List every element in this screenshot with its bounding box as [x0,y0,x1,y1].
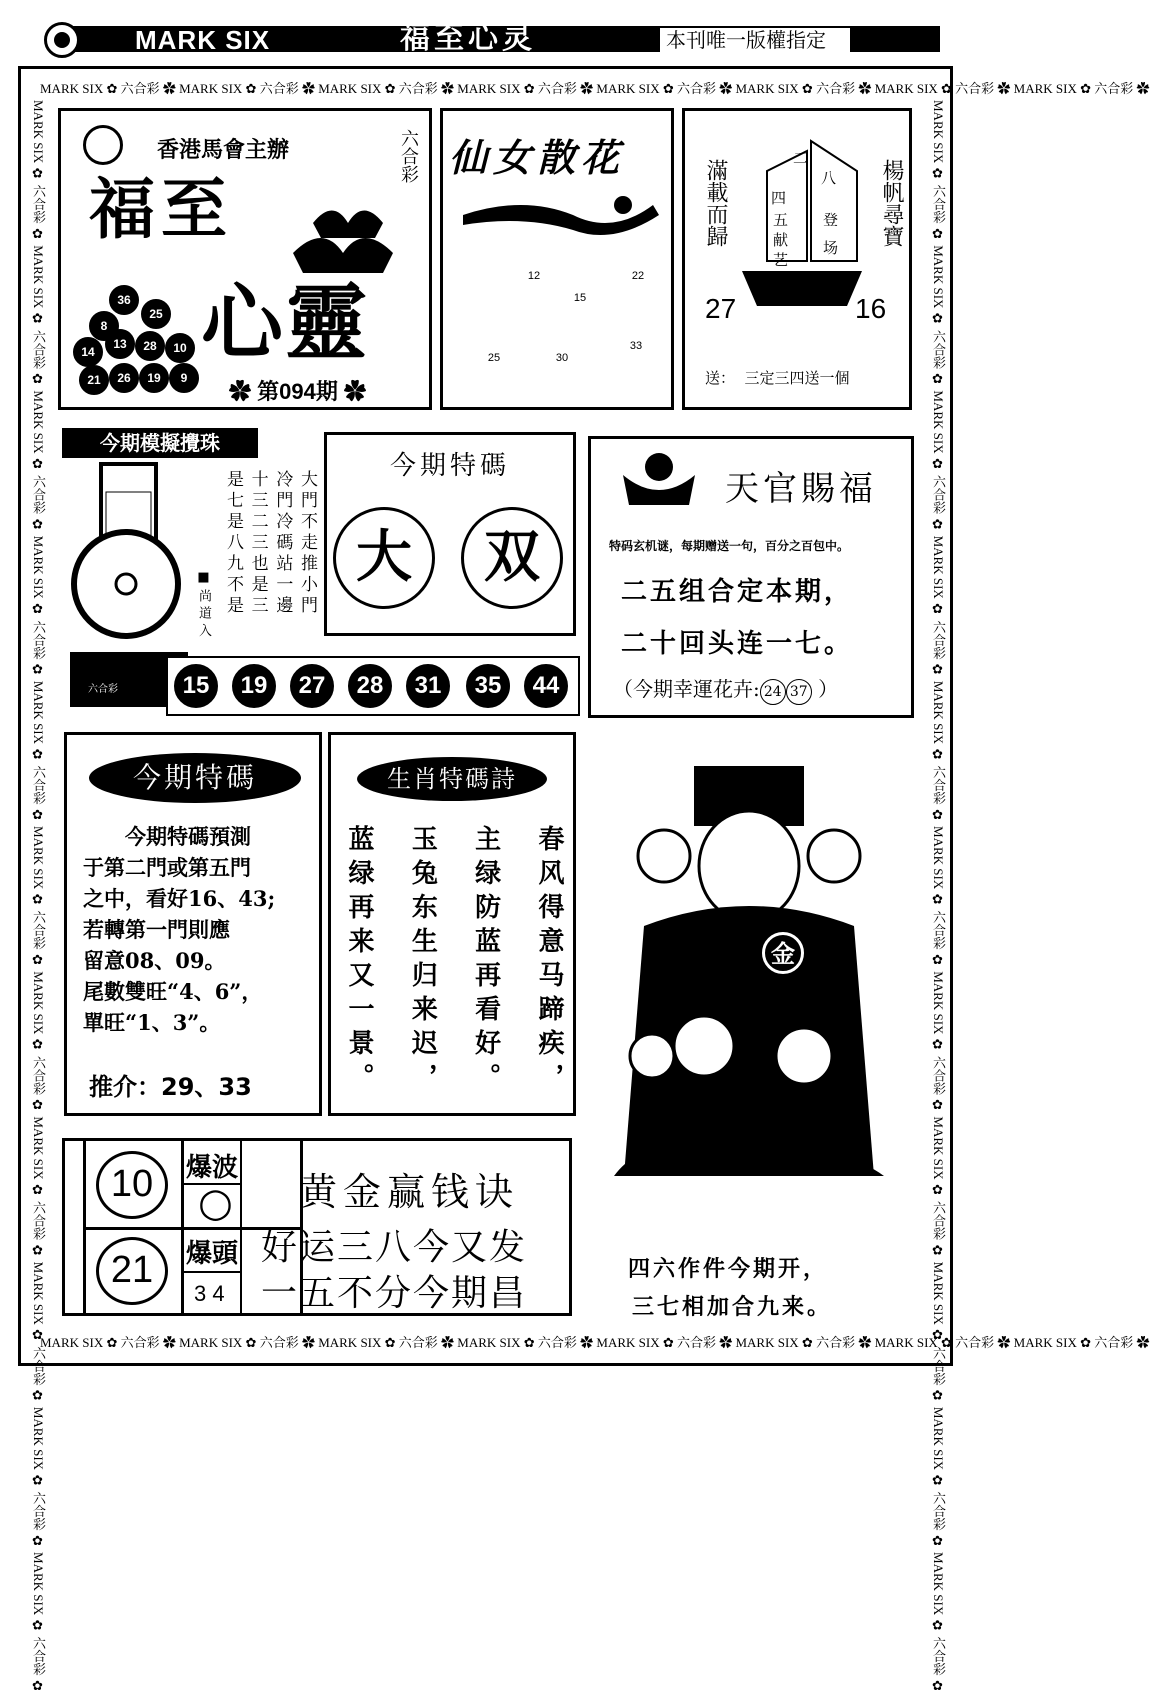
ship-right-phrase: 楊帆尋寶 [879,159,904,247]
poem-columns [343,825,565,1105]
draw-ball: 19 [232,664,276,708]
grid-line [184,1271,240,1273]
balls-row [166,656,580,716]
draw-ball: 31 [406,664,450,708]
predict-title: 今期特碼 [89,753,301,803]
predict-line: 之中，看好16、43; [83,886,276,911]
pile-ball: 8 [89,311,119,341]
predict-line: 于第二門或第五門 [83,855,251,880]
draw-ball: 28 [348,664,392,708]
ship-number-right: 16 [855,293,887,324]
gold-ingot-icon [283,183,413,283]
flower-number: 30 [547,343,577,373]
pile-ball: 10 [165,333,195,363]
lucky-b: 37 [786,679,812,705]
gold-line2: 一五不分今期昌 [261,1273,528,1314]
sail-char: 献 [773,231,789,249]
sail-char: 场 [823,239,839,257]
poem-col: 春风得意马蹄疾， [533,825,564,1097]
simulate-title: 今期模擬攪珠 [62,428,258,458]
fairy-title: 仙女散花 [449,135,626,180]
grid-line [240,1141,242,1313]
poem-col: 玉兔东生归来迟， [407,825,438,1097]
special-box [324,432,576,636]
brand-title: MARK SIX [135,25,271,55]
tianguan-title: 天官賜福 [725,469,877,509]
pile-ball: 28 [135,331,165,361]
god-line1: 四六作件今期开， [628,1256,829,1282]
ship-gift: 送： 三定三四送一個 [705,369,850,387]
pile-ball: 9 [169,363,199,393]
lucky-suffix: ） [818,677,839,701]
predict-line: 若轉第一門則應 [83,917,230,942]
poem-box [328,732,576,1116]
header-bar [10,18,968,60]
ship-left-phrase: 滿載而歸 [703,159,728,247]
ship-number-left: 27 [705,293,737,324]
pile-ball: 21 [79,365,109,395]
blast-wave: ○ [198,1179,233,1226]
predict-line: 單旺“1、3”。 [83,1010,221,1035]
tianguan-desc: 特码玄机谜，每期赠送一句，百分之百包中。 [609,539,850,553]
border-right: MARK SIX ✿ 六合彩 ✿ MARK SIX ✿ 六合彩 ✿ MARK SIX ✿ 六合彩 ✿ MARK SIX ✿ 六合彩 ✿ MARK SIX ✿ 六合彩 ✿ MARK SIX ✿ 六合彩 ✿ MARK SIX ✿ 六合彩 ✿ MARK SIX ✿ 六合彩 ✿ MARK SIX ✿ 六合彩 ✿ MARK SIX ✿ 六合彩 ✿ MARK SIX ✿ 六合彩 ✿ [931,100,946,1694]
border-top: MARK SIX ✿ 六合彩 ✿ MARK SIX ✿ 六合彩 ✿ MARK SIX ✿ 六合彩 ✿ MARK SIX ✿ 六合彩 ✿ MARK SIX ✿ 六合彩 ✿ MARK SIX ✿ 六合彩 ✿ MARK SIX ✿ 六合彩 ✿ MARK SIX ✿ 六合彩 ✿ [40,81,1150,96]
gold-title: 黄金赢钱诀 [299,1170,520,1214]
blast-head: 3 4 [194,1281,225,1306]
sail-char: 四 [771,189,787,207]
flower-number: 15 [565,283,595,313]
gold-line1: 好运三八今又发 [261,1227,528,1268]
sail-char: 五 [773,211,789,229]
special-title: 今期特碼 [389,451,510,481]
issue-text: 第094期 [257,379,338,404]
draw-ball: 44 [524,664,568,708]
pile-ball: 26 [109,363,139,393]
copyright-note: 本刊唯一版權指定 [660,28,850,52]
poem-title: 生肖特碼詩 [357,757,547,801]
pile-ball: 19 [139,363,169,393]
lucky-a: 24 [760,679,786,705]
poem-col: 蓝绿再来又一景。 [344,825,374,1097]
pile-ball: 14 [73,337,103,367]
pile-ball: 25 [141,299,171,329]
title-fuzhi: 福至 [89,171,233,248]
blast-box [62,1138,572,1316]
title-xinling: 心靈 [201,276,370,371]
gold-coin: 金 [762,932,804,974]
simulate-line: 十三二三也是三 [247,470,268,617]
draw-ball: 15 [174,664,218,708]
simulate-line: 是七是八九不是 [223,470,243,617]
border-left: MARK SIX ✿ 六合彩 ✿ MARK SIX ✿ 六合彩 ✿ MARK SIX ✿ 六合彩 ✿ MARK SIX ✿ 六合彩 ✿ MARK SIX ✿ 六合彩 ✿ MARK SIX ✿ 六合彩 ✿ MARK SIX ✿ 六合彩 ✿ MARK SIX ✿ 六合彩 ✿ MARK SIX ✿ 六合彩 ✿ MARK SIX ✿ 六合彩 ✿ MARK SIX ✿ 六合彩 ✿ [31,100,46,1694]
tianguan-line2: 二十回头连一七。 [621,629,854,659]
special-double: 双 [461,507,563,609]
fairy-figure-icon [463,185,663,245]
simulate-side-note: ■ 尚 道 入 [196,570,211,637]
organizer-text: 香港馬會主辦 [157,137,290,163]
blast-num2: 21 [96,1237,168,1305]
blast-num1: 10 [96,1151,168,1219]
sail-char: 艺 [773,251,789,269]
flower-number: 22 [623,261,653,291]
lottery-label: 六合彩 [398,129,419,183]
pile-ball: 13 [105,329,135,359]
blast-label2: 爆頭 [186,1239,239,1269]
ball-pile [69,285,201,397]
predict-line: 今期特碼預測 [125,824,251,849]
simulate-line: 大門不走推小門 [296,470,317,617]
special-big: 大 [333,507,435,609]
sail-char: 二 [793,149,809,167]
poem-col: 主绿防蓝再看好。 [470,825,501,1097]
border-bottom: MARK SIX ✿ 六合彩 ✿ MARK SIX ✿ 六合彩 ✿ MARK SIX ✿ 六合彩 ✿ MARK SIX ✿ 六合彩 ✿ MARK SIX ✿ 六合彩 ✿ MARK SIX ✿ 六合彩 ✿ MARK SIX ✿ 六合彩 ✿ MARK SIX ✿ 六合彩 ✿ [40,1335,1150,1350]
predict-line: 尾數雙旺“4、6”， [83,979,263,1004]
ingot-icon [619,445,699,509]
draw-ball: 35 [466,664,510,708]
flower-number: 12 [519,261,549,291]
flower-number: 25 [479,343,509,373]
issue-number: ✿ 第094期 ✿ [229,379,366,404]
draw-ball: 27 [290,664,334,708]
tianguan-box [588,436,914,718]
simulate-line: 冷門冷碼站一邊 [272,470,293,617]
predict-recommend: 推介：29、33 [89,1073,252,1101]
hkjc-logo-icon [44,22,80,58]
sail-char: 登 [823,211,839,229]
lucky-prefix: （今期幸運花卉: [613,677,760,701]
horse-logo-icon [83,125,123,165]
lucky-flower [613,673,838,705]
predict-text [83,821,319,1038]
predict-box [64,732,322,1116]
machine-label: 六合彩 [88,684,118,695]
sail-char: 八 [821,169,837,187]
header-title: 福至心灵 [400,21,536,56]
god-line2: 三七相加合九来。 [632,1294,833,1320]
god-of-wealth-icon [604,756,894,1216]
blast-label1: 爆波 [186,1153,239,1183]
masthead-box [58,108,432,410]
tianguan-line1: 二五组合定本期， [621,577,854,607]
predict-line: 留意08、09。 [83,948,226,973]
pile-ball: 36 [109,285,139,315]
ship-box [682,108,912,410]
fairy-box [440,108,674,410]
simulate-verse [222,470,318,640]
flower-number: 33 [621,331,651,361]
